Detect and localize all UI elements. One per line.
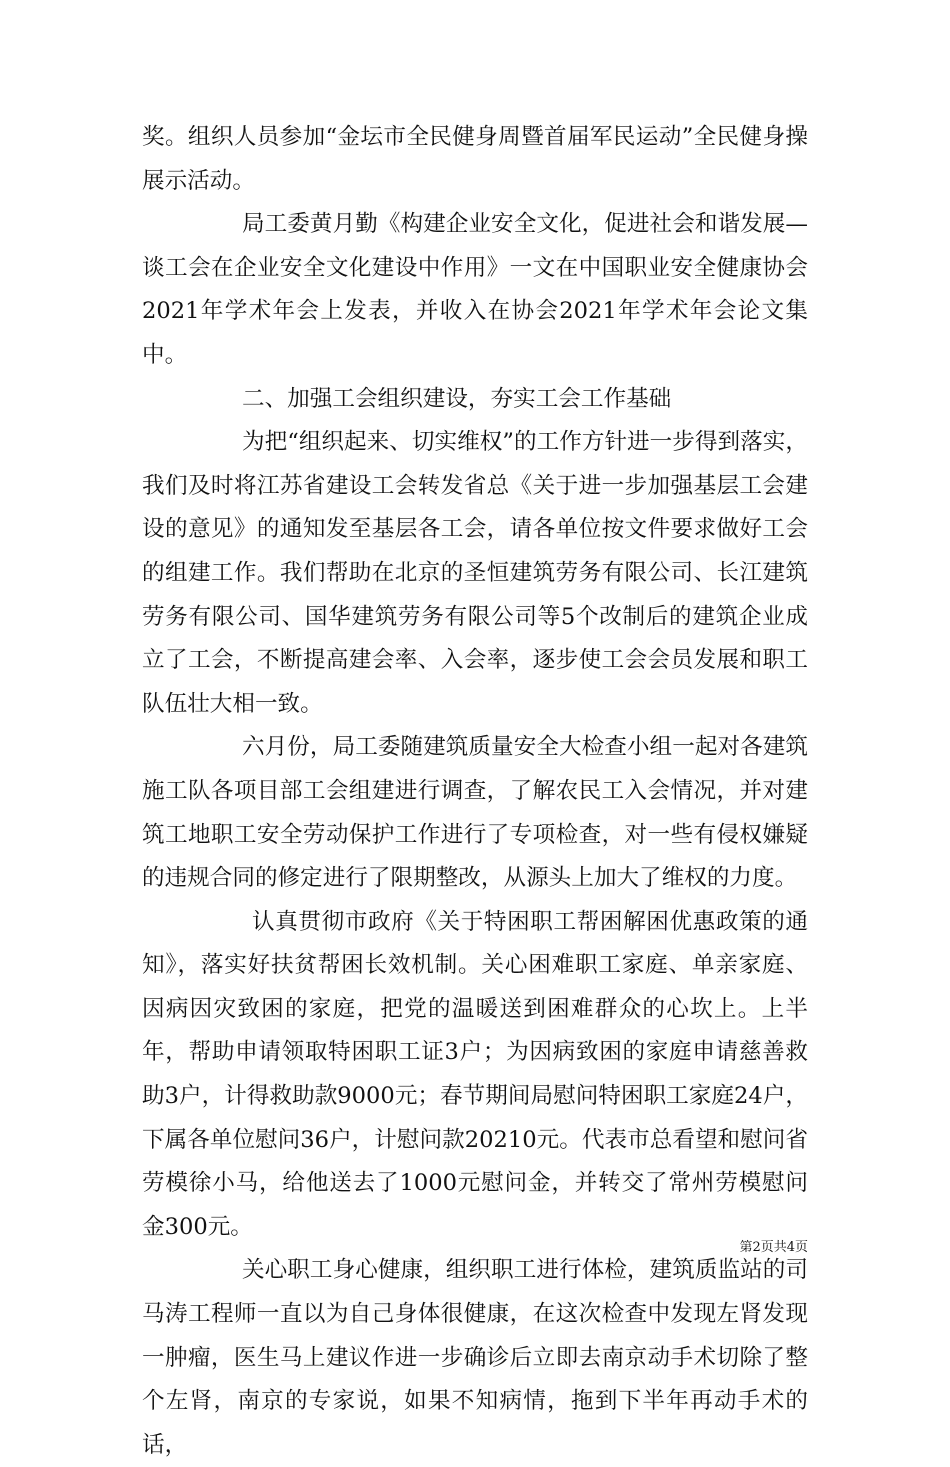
paragraph-june-inspection: 六月份，局工委随建筑质量安全大检查小组一起对各建筑施工队各项目部工会组建进行调查，了解农民工入会情况，并对建筑工地职工安全劳动保护工作进行了专项检查，对一些有侵权嫌疑的违规合同的修定进行了限期整改，从源头上加大了维权的力度。 [142,734,808,892]
page-number: 第2页共4页 [739,1240,808,1255]
section-heading: 二、加强工会组织建设，夯实工会工作基础 [242,385,672,412]
paragraph-union-organization: 为把“组织起来、切实维权”的工作方针进一步得到落实，我们及时将江苏省建设工会转发省总《关于进一步加强基层工会建设的意见》的通知发至基层各工会，请各单位按文件要求做好工会的组建工作。我们帮助在北京的圣恒建筑劳务有限公司、长江建筑劳务有限公司、国华建筑劳务有限公司等5个改制后的建筑企业成立了工会，不断提高建会率、入会率，逐步使工会会员发展和职工队伍壮大相一致。 [142,429,808,717]
paragraph-continuation: 奖。组织人员参加“金坛市全民健身周暨首届军民运动”全民健身操展示活动。 [142,124,808,194]
paragraph-article-publication: 局工委黄月勤《构建企业安全文化，促进社会和谐发展—谈工会在企业安全文化建设中作用》一文在中国职业安全健康协会2021年学术年会上发表，并收入在协会2021年学术年会论文集中。 [142,211,808,368]
document-body [142,116,808,1467]
paragraph-health-checkup: 关心职工身心健康，组织职工进行体检，建筑质监站的司马涛工程师一直以为自己身体很健康，在这次检查中发现左肾发现一肿瘤，医生马上建议作进一步确诊后立即去南京动手术切除了整个左肾，南京的专家说，如果不知病情，拖到下半年再动手术的话， [142,1257,808,1458]
paragraph-poverty-assistance: 认真贯彻市政府《关于特困职工帮困解困优惠政策的通知》，落实好扶贫帮困长效机制。关心困难职工家庭、单亲家庭、因病因灾致困的家庭，把党的温暖送到困难群众的心坎上。上半年，帮助申请领取特困职工证3户；为因病致困的家庭申请慈善救助3户，计得救助款9000元；春节期间局慰问特困职工家庭24户，下属各单位慰问36户，计慰问款20210元。代表市总看望和慰问省劳模徐小马，给他送去了1000元慰问金，并转交了常州劳模慰问金300元。 [142,908,808,1240]
